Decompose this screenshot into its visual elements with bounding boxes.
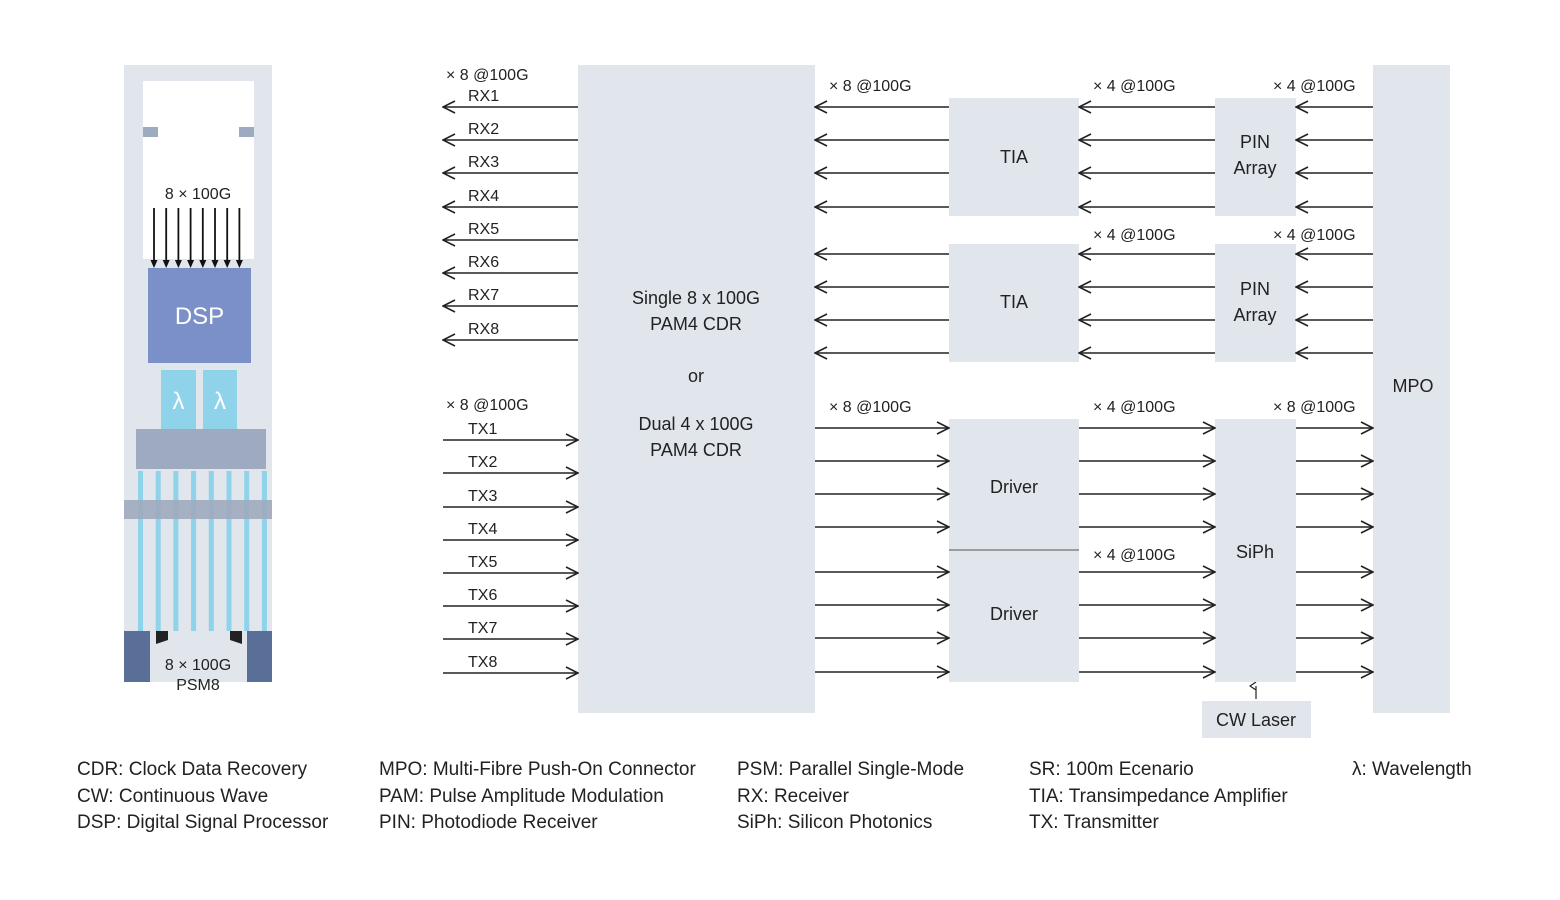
pin-array-block-2 bbox=[1215, 244, 1296, 362]
rx-lane-label: RX8 bbox=[468, 321, 500, 338]
tx-lanes bbox=[443, 421, 578, 673]
legend-item: SiPh: Silicon Photonics bbox=[737, 812, 933, 833]
rate-siph-tx: × 8 @100G bbox=[1273, 399, 1356, 416]
tx-lane-label: TX1 bbox=[468, 421, 498, 438]
rx-lane-label: RX7 bbox=[468, 287, 500, 304]
cdr-line2: PAM4 CDR bbox=[650, 314, 742, 334]
module-electrical-area bbox=[143, 81, 254, 259]
block-diagram bbox=[443, 65, 1450, 738]
module-bottom-type: PSM8 bbox=[176, 677, 220, 694]
rx-lane-label: RX4 bbox=[468, 188, 500, 205]
cdr-block bbox=[578, 65, 815, 713]
fiber-line bbox=[173, 471, 178, 631]
tx-lane-label: TX7 bbox=[468, 620, 498, 637]
legend-column-3 bbox=[737, 757, 964, 837]
fiber-line bbox=[156, 471, 161, 631]
lambda-label-2: λ bbox=[214, 388, 226, 415]
siph-label: SiPh bbox=[1235, 542, 1275, 562]
connector-right bbox=[247, 631, 272, 682]
tx-lane-label: TX2 bbox=[468, 454, 498, 471]
connector-left bbox=[124, 631, 150, 682]
rx-lane-label: RX6 bbox=[468, 254, 500, 271]
fiber-line bbox=[262, 471, 267, 631]
pin-array-block-1 bbox=[1215, 98, 1296, 216]
rate-tia2-rx: × 4 @100G bbox=[1093, 227, 1176, 244]
legend-item: PAM: Pulse Amplitude Modulation bbox=[379, 785, 664, 807]
legend-item: λ: Wavelength bbox=[1352, 759, 1472, 780]
tx-lane-label: TX8 bbox=[468, 654, 498, 671]
fiber-line bbox=[209, 471, 214, 631]
module-latch-right bbox=[239, 127, 254, 137]
rx-lane-label: RX3 bbox=[468, 154, 500, 171]
legend-item: RX: Receiver bbox=[737, 785, 849, 807]
cdr-line5: PAM4 CDR bbox=[650, 440, 742, 460]
optical-mux-block bbox=[136, 429, 266, 469]
fiber-line bbox=[244, 471, 249, 631]
module-latch-left bbox=[143, 127, 158, 137]
rate-cdr-rx: × 8 @100G bbox=[829, 78, 912, 95]
rate-pin1-rx: × 4 @100G bbox=[1273, 78, 1356, 95]
pin-array-2-line1: PIN bbox=[1239, 279, 1271, 299]
driver-label-2: Driver bbox=[990, 604, 1038, 624]
legend-item: CDR: Clock Data Recovery bbox=[77, 759, 308, 780]
fiber-line bbox=[227, 471, 232, 631]
legend-item: MPO: Multi-Fibre Push-On Connector bbox=[379, 759, 696, 780]
cdr-line1: Single 8 x 100G bbox=[631, 288, 761, 308]
rx-lane-label: RX2 bbox=[468, 121, 500, 138]
rate-tia1-rx: × 4 @100G bbox=[1093, 78, 1176, 95]
legend-item: DSP: Digital Signal Processor bbox=[77, 812, 329, 833]
module-bottom-rate: 8 × 100G bbox=[164, 657, 232, 674]
dsp-label: DSP bbox=[174, 303, 225, 330]
tx-group-label: × 8 @100G bbox=[446, 397, 529, 414]
lambda-label-1: λ bbox=[172, 388, 185, 415]
module-top-rate: 8 × 100G bbox=[164, 186, 232, 203]
rx-group-label: × 8 @100G bbox=[446, 67, 529, 84]
legend-column-1 bbox=[77, 757, 328, 837]
pin-array-1-line1: PIN bbox=[1239, 132, 1271, 152]
tx-lane-label: TX5 bbox=[468, 554, 498, 571]
rx-lane-label: RX1 bbox=[468, 88, 500, 105]
fiber-line bbox=[191, 471, 196, 631]
cw-laser-label: CW Laser bbox=[1215, 710, 1297, 730]
tx-lane-label: TX3 bbox=[468, 488, 498, 505]
tia-label-2: TIA bbox=[999, 292, 1029, 312]
rx-lane-label: RX5 bbox=[468, 221, 500, 238]
rate-pin2-rx: × 4 @100G bbox=[1273, 227, 1356, 244]
legend-item: TX: Transmitter bbox=[1029, 812, 1159, 833]
pin-array-2-line2: Array bbox=[1233, 305, 1277, 325]
legend-item: TIA: Transimpedance Amplifier bbox=[1029, 785, 1288, 807]
transceiver-module bbox=[124, 65, 272, 694]
rx-lanes bbox=[443, 88, 578, 340]
legend-column-2 bbox=[379, 757, 696, 837]
legend-item: SR: 100m Ecenario bbox=[1029, 759, 1194, 780]
legend-item: CW: Continuous Wave bbox=[77, 785, 269, 807]
rate-cdr-tx: × 8 @100G bbox=[829, 399, 912, 416]
fiber-line bbox=[138, 471, 143, 631]
legend-item: PIN: Photodiode Receiver bbox=[379, 812, 598, 833]
legend-column-4 bbox=[1029, 757, 1288, 837]
driver-label-1: Driver bbox=[990, 477, 1038, 497]
legend-column-5 bbox=[1352, 757, 1472, 784]
cdr-line4: Dual 4 x 100G bbox=[638, 414, 754, 434]
tia-label-1: TIA bbox=[999, 147, 1029, 167]
rate-driver2-tx: × 4 @100G bbox=[1093, 547, 1176, 564]
cdr-line3: or bbox=[687, 366, 705, 386]
pin-array-1-line2: Array bbox=[1233, 158, 1277, 178]
tx-lane-label: TX4 bbox=[468, 521, 498, 538]
tx-lane-label: TX6 bbox=[468, 587, 498, 604]
fiber-clamp bbox=[124, 500, 272, 519]
mpo-label: MPO bbox=[1392, 376, 1434, 396]
legend-item: PSM: Parallel Single-Mode bbox=[737, 759, 965, 780]
rate-driver1-tx: × 4 @100G bbox=[1093, 399, 1176, 416]
